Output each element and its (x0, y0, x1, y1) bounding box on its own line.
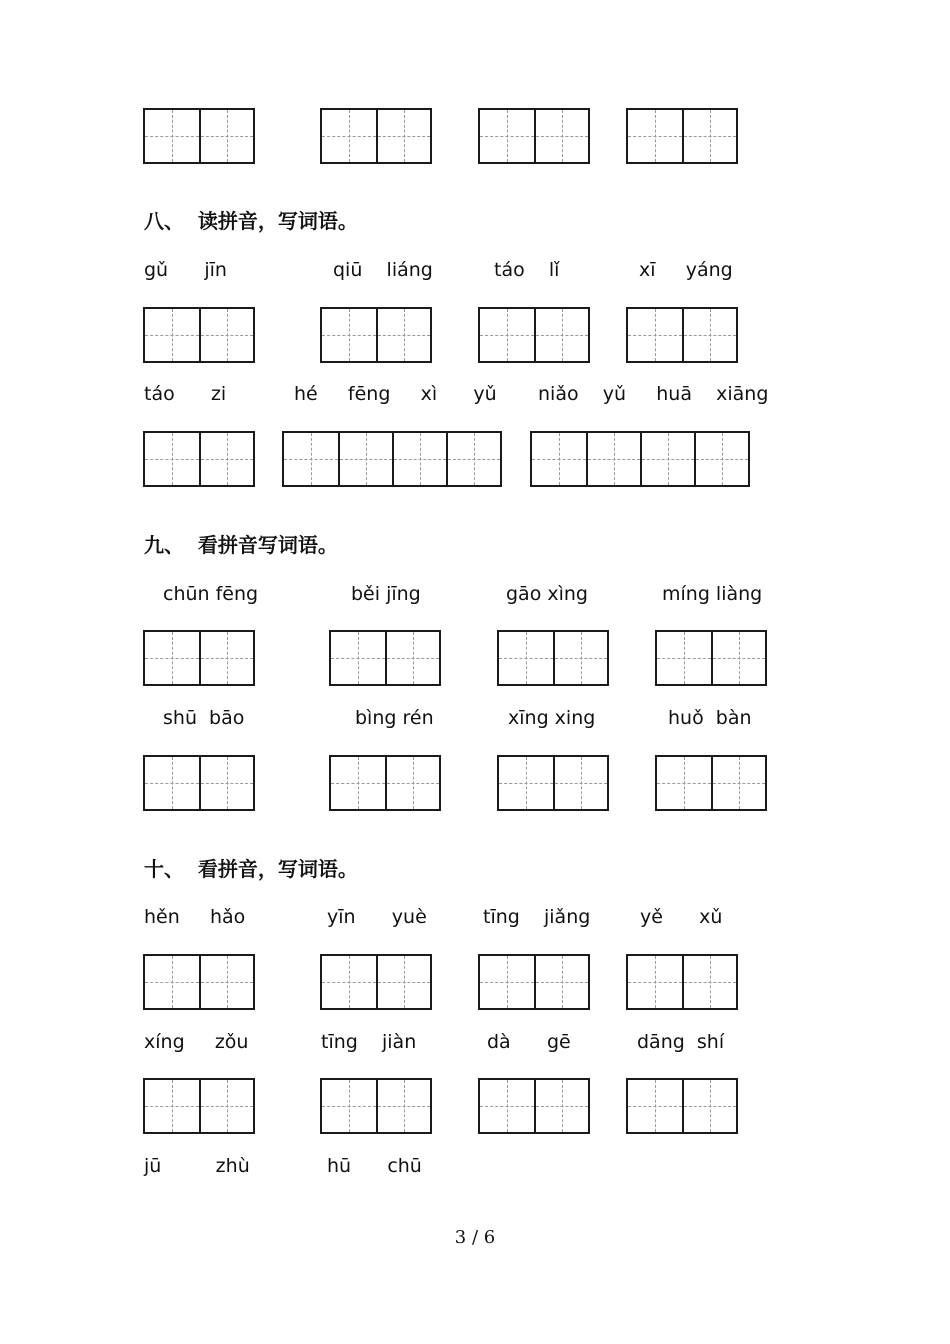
writing-grid[interactable] (143, 108, 255, 164)
pinyin-label: hěn hǎo (144, 906, 246, 928)
writing-grid[interactable] (143, 431, 255, 487)
writing-grid-4[interactable] (530, 431, 750, 487)
pinyin-label: chūn fēng (163, 583, 259, 605)
pinyin-label: táo lǐ (494, 259, 560, 281)
writing-grid[interactable] (143, 307, 255, 363)
pinyin-label: niǎo yǔ huā xiāng (538, 383, 769, 405)
writing-grid[interactable] (655, 630, 767, 686)
writing-grid[interactable] (626, 307, 738, 363)
writing-grid[interactable] (478, 108, 590, 164)
section-9-heading: 九、 看拼音写词语。 (144, 533, 338, 557)
writing-grid[interactable] (143, 1078, 255, 1134)
writing-grid[interactable] (497, 630, 609, 686)
writing-grid[interactable] (329, 755, 441, 811)
writing-grid[interactable] (626, 108, 738, 164)
pinyin-label: yīn yuè (327, 906, 427, 928)
writing-grid[interactable] (626, 1078, 738, 1134)
writing-grid[interactable] (320, 954, 432, 1010)
section-10-heading: 十、 看拼音，写词语。 (144, 857, 358, 881)
pinyin-label: tīng jiàn (321, 1031, 417, 1053)
writing-grid[interactable] (655, 755, 767, 811)
writing-grid[interactable] (497, 755, 609, 811)
pinyin-label: shū bāo (163, 707, 245, 729)
writing-grid[interactable] (320, 307, 432, 363)
writing-grid[interactable] (320, 108, 432, 164)
pinyin-label: xī yáng (639, 259, 733, 281)
pinyin-label: hé fēng xì yǔ (294, 383, 497, 405)
pinyin-label: yě xǔ (640, 906, 723, 928)
pinyin-label: tīng jiǎng (483, 906, 591, 928)
pinyin-label: hū chū (327, 1155, 422, 1177)
pinyin-label: dāng shí (637, 1031, 725, 1053)
writing-grid[interactable] (478, 954, 590, 1010)
pinyin-label: xīng xing (508, 707, 596, 729)
section-8-heading: 八、 读拼音，写词语。 (144, 209, 358, 233)
writing-grid[interactable] (626, 954, 738, 1010)
writing-grid[interactable] (329, 630, 441, 686)
pinyin-label: bìng rén (355, 707, 434, 729)
writing-grid[interactable] (320, 1078, 432, 1134)
writing-grid[interactable] (143, 630, 255, 686)
pinyin-label: gāo xìng (506, 583, 588, 605)
pinyin-label: dà gē (487, 1031, 571, 1053)
pinyin-label: táo zi (144, 383, 227, 405)
writing-grid[interactable] (478, 1078, 590, 1134)
writing-grid[interactable] (143, 954, 255, 1010)
pinyin-label: jū zhù (144, 1155, 250, 1177)
writing-grid[interactable] (143, 755, 255, 811)
pinyin-label: gǔ jīn (144, 259, 227, 281)
writing-grid[interactable] (478, 307, 590, 363)
pinyin-label: xíng zǒu (144, 1031, 249, 1053)
pinyin-label: běi jīng (351, 583, 421, 605)
pinyin-label: qiū liáng (333, 259, 433, 281)
writing-grid-4[interactable] (282, 431, 502, 487)
pinyin-label: míng liàng (662, 583, 763, 605)
page-number: 3 / 6 (454, 1227, 496, 1248)
pinyin-label: huǒ bàn (668, 707, 752, 729)
